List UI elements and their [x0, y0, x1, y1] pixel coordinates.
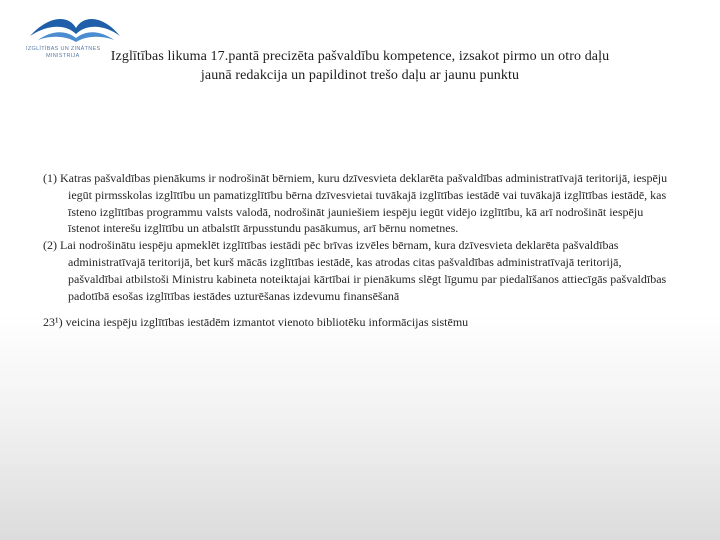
page-title: [45, 47, 675, 85]
logo-text-line1: IZGLĪTĪBAS UN ZINĀTNES: [26, 46, 101, 52]
paragraph-3: 23¹) veicina iespēju izglītības iestādēm izmantot vienoto bibliotēku informācijas sistēmu: [43, 315, 469, 330]
open-book-icon: [20, 8, 130, 48]
logo-text-line2: MINISTRIJA: [46, 53, 80, 59]
slide-body: [43, 170, 677, 331]
title-line-1: Izglītības likuma 17.pantā precizēta pašvaldību kompetence, izsakot pirmo un otro daļu: [110, 49, 610, 64]
paragraph-1: (1) Katras pašvaldības pienākums ir nodrošināt bērniem, kuru dzīvesvieta deklarēta pašvaldības administratīvajā teritorijā, iespēju iegūt pirmsskolas izglītību un pamatizglītību bērna dzīvesvietai tuvākajā izglītības iestādē vai tuvākajā izglītības iestādē, kas īsteno izglītības programmu valsts valodā, nodrošināt jauniešiem iespēju iegūt vidējo izglītību, kā arī nodrošināt iespēju īstenot interešu izglītību un atbalstīt ārpusstundu pasākumus, arī bērnu nometnes.: [43, 171, 668, 236]
title-line-2: jaunā redakcija un papildinot trešo daļu ar jaunu punktu: [200, 68, 520, 83]
paragraph-2: (2) Lai nodrošinātu iespēju apmeklēt izglītības iestādi pēc brīvas izvēles bērnam, kura dzīvesvieta deklarēta pašvaldības administratīvajā teritorijā, bet kurš mācās izglītības iestādē, kas atrodas citas pašvaldības administratīvajā teritorijā, pašvaldībai atbilstoši Ministru kabineta noteiktajai kārtībai ir pienākums slēgt līgumu par piedalīšanos attiecīgās pašvaldības padotībā esošas izglītības iestādes uzturēšanas izdevumu finansēšanā: [43, 238, 667, 303]
